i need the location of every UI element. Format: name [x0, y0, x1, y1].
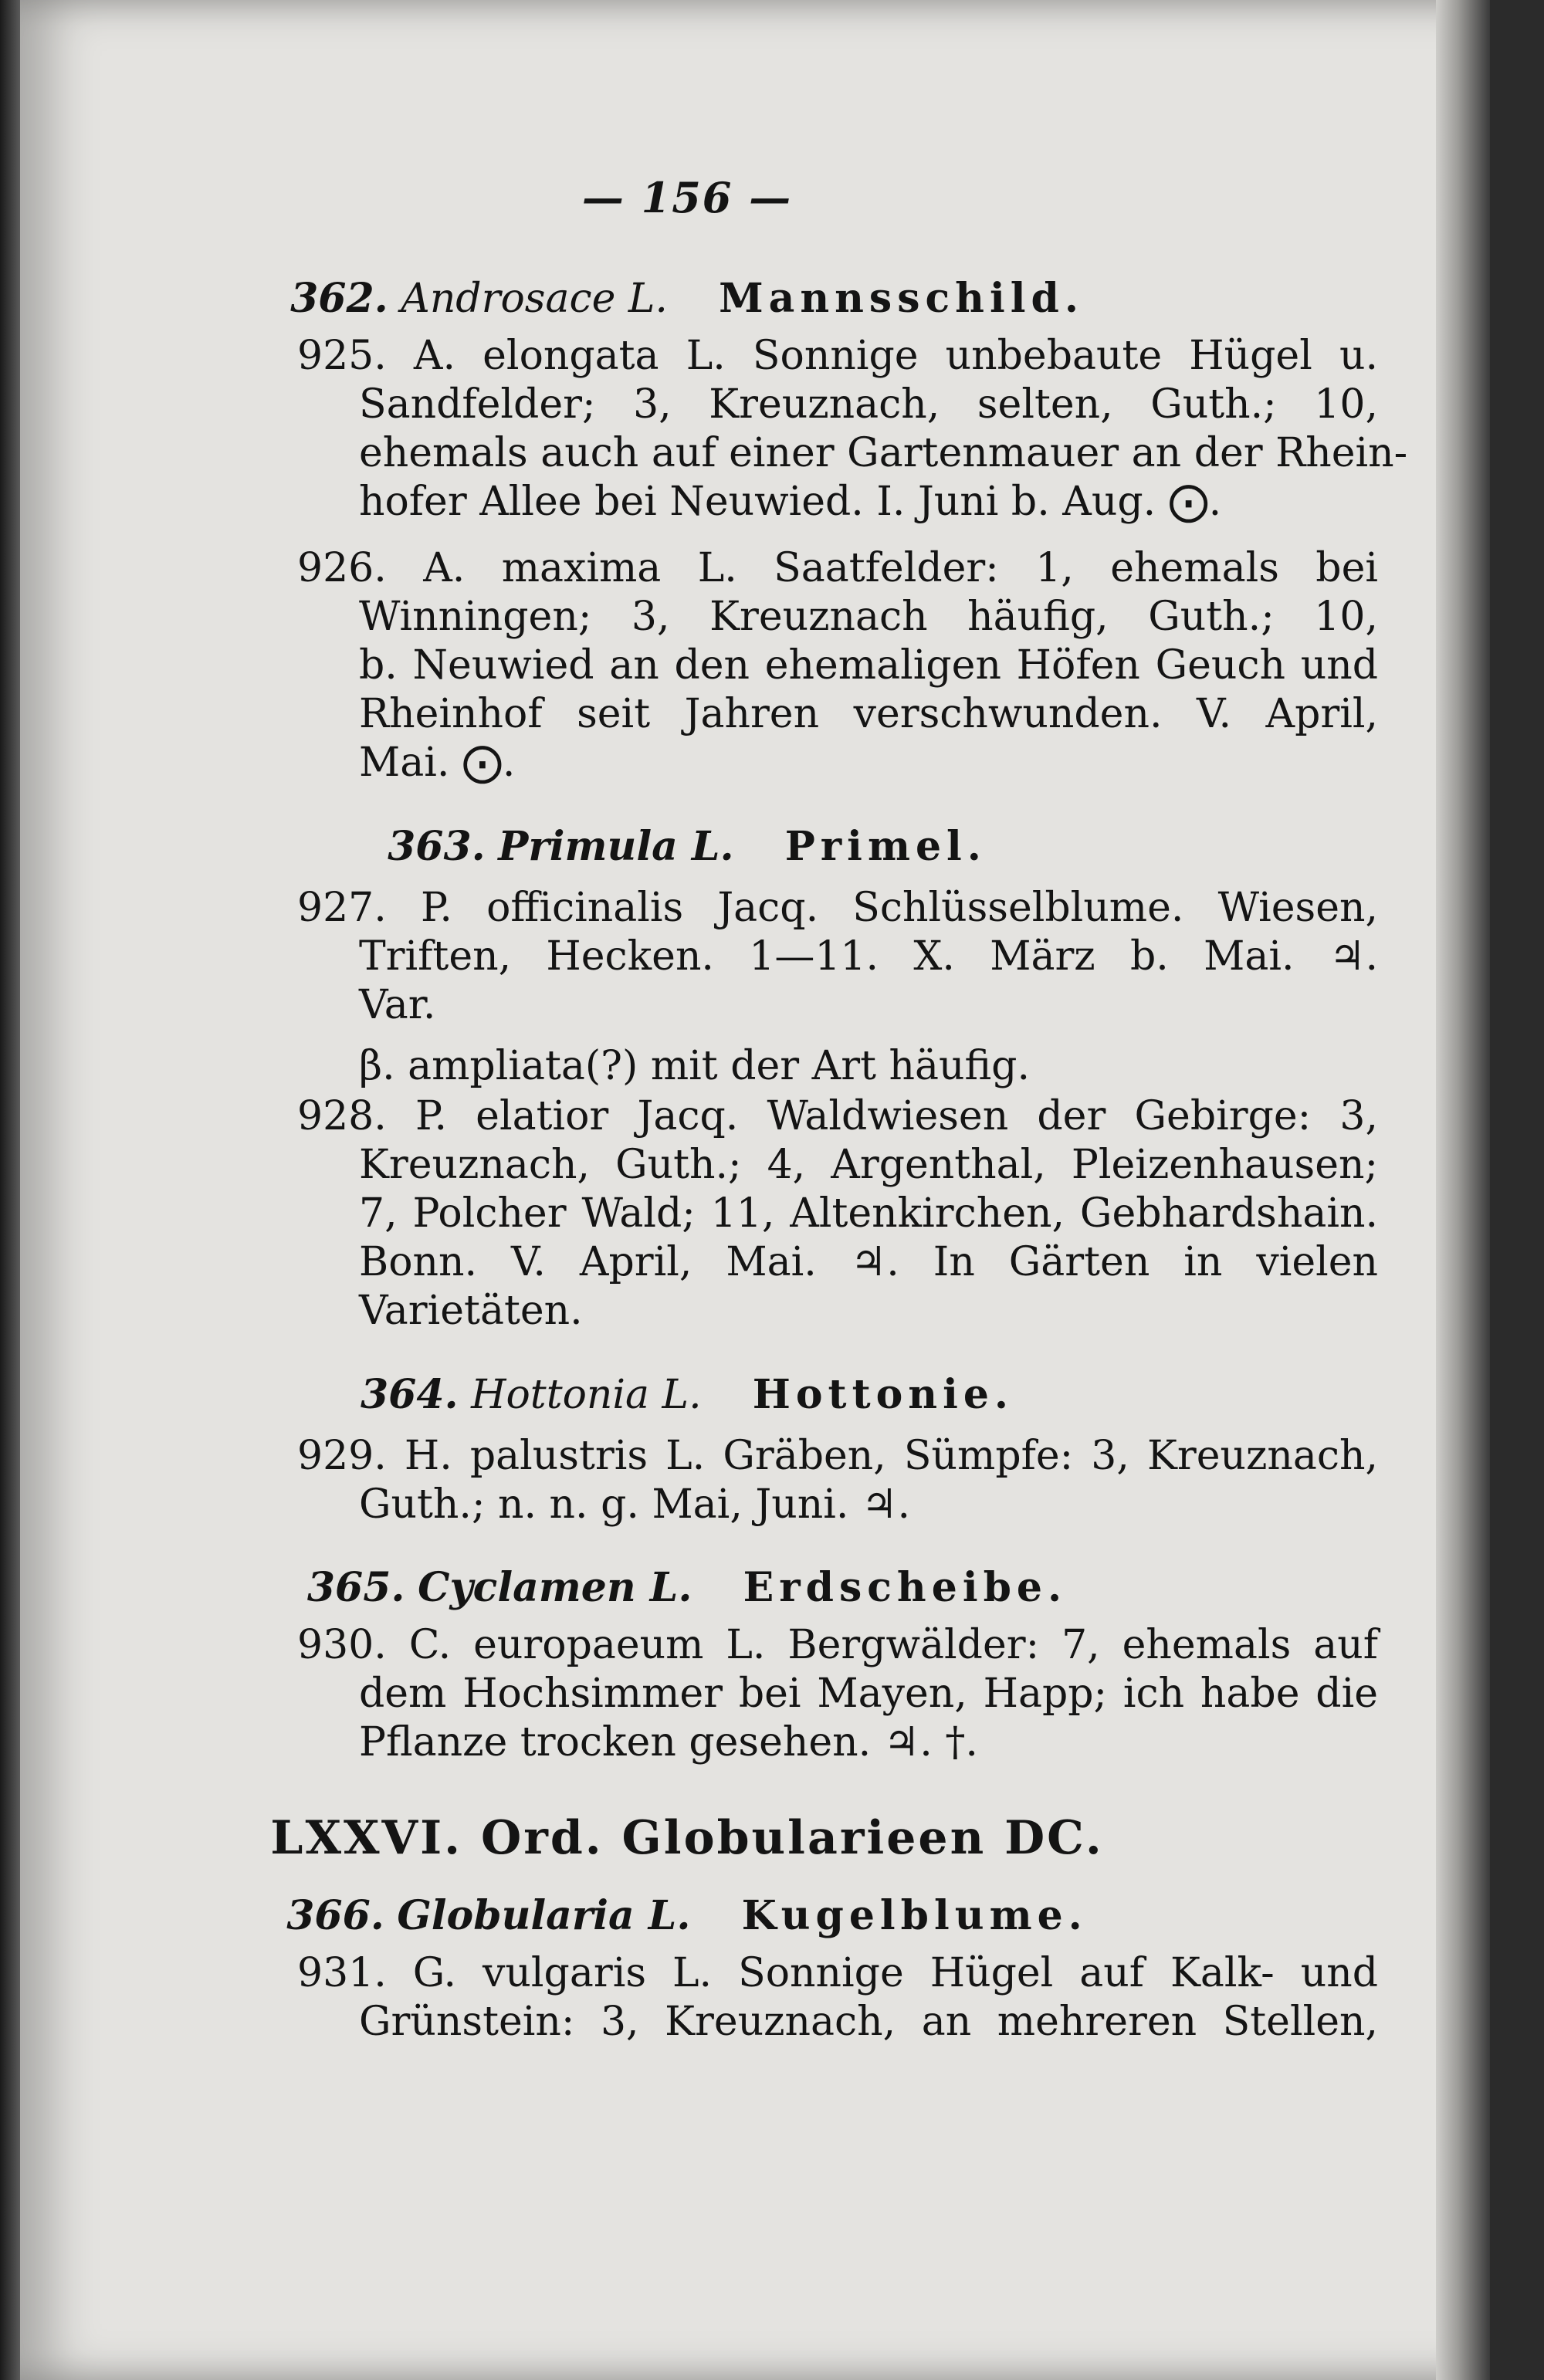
- order-heading: LXXVI. Ord. Globularieen DC.: [270, 1811, 1104, 1865]
- genus-heading-363: 363. Primula L. Primel.: [388, 823, 987, 870]
- page-edge: [1436, 0, 1490, 2380]
- genus-heading-364: 364. Hottonia L. Hottonie.: [360, 1371, 1014, 1418]
- book-gutter: [0, 0, 20, 2380]
- page-number: — 156 —: [581, 173, 793, 222]
- genus-heading-366: 366. Globularia L. Kugelblume.: [286, 1892, 1088, 1939]
- genus-heading-365: 365. Cyclamen L. Erdscheibe.: [306, 1564, 1068, 1611]
- genus-heading-362: 362. Androsace L. Mannsschild.: [290, 275, 1084, 322]
